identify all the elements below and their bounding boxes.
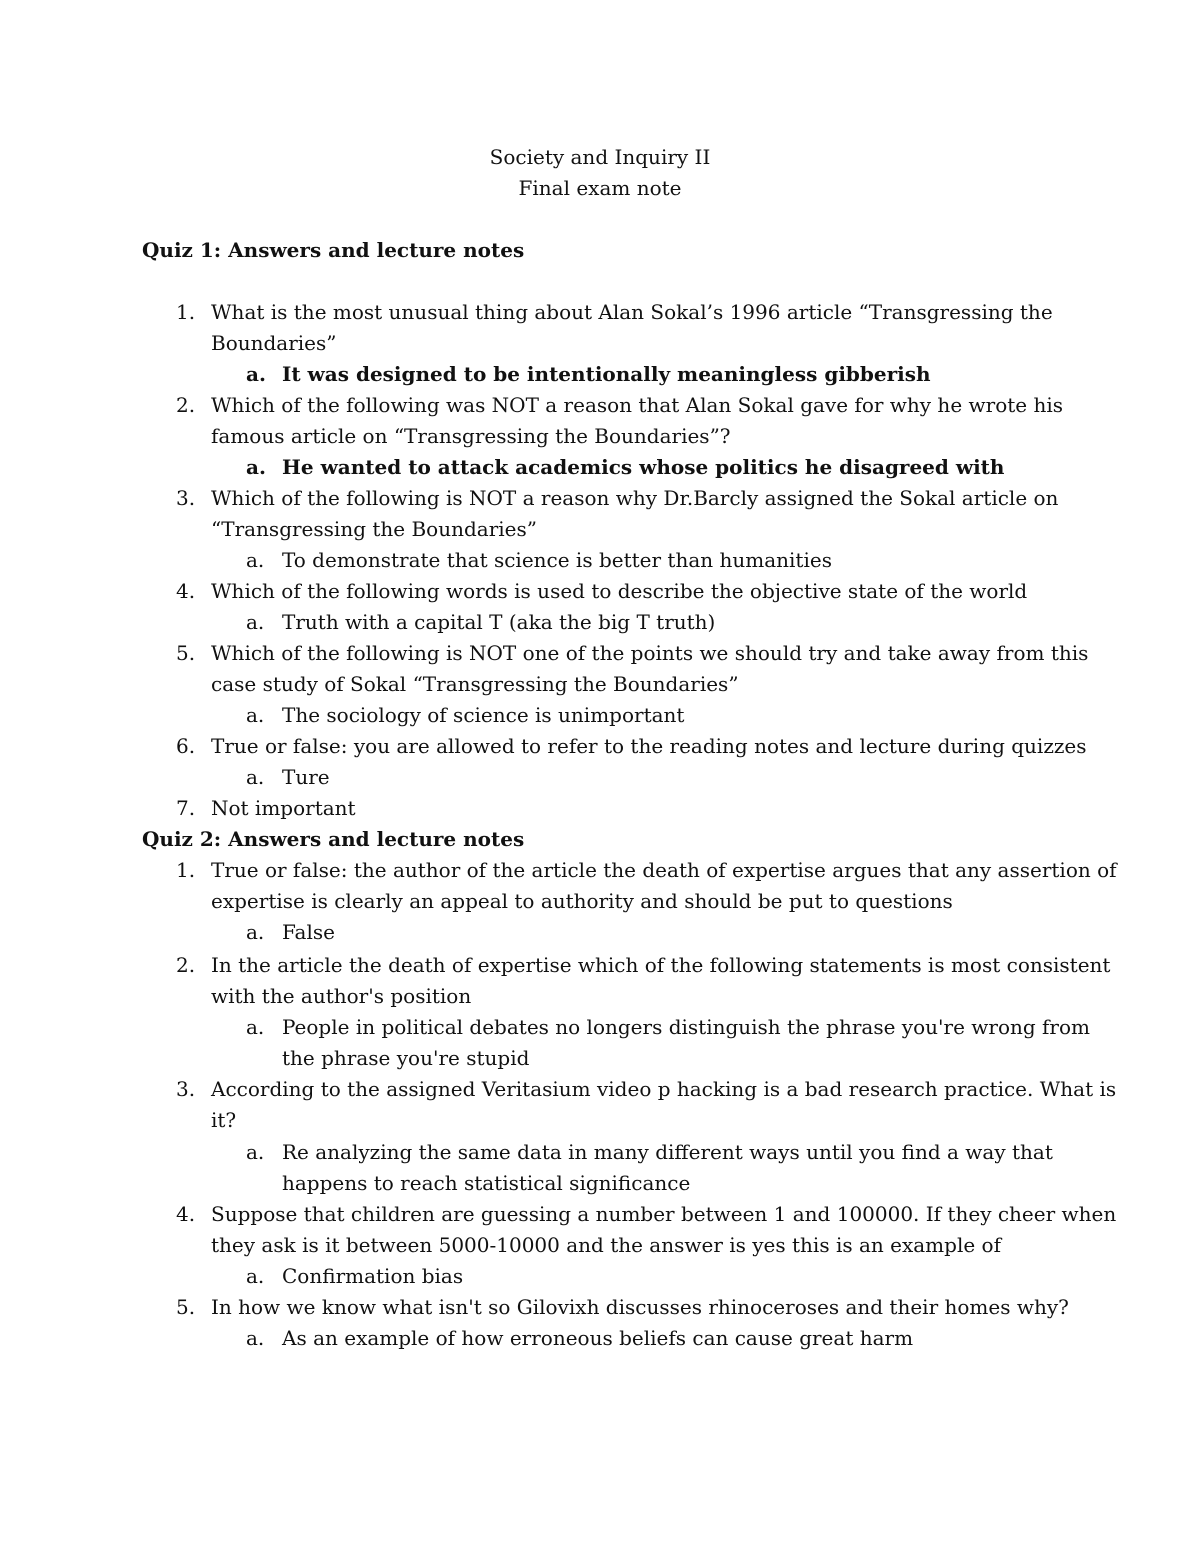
answer-letter: a. [246, 1015, 265, 1039]
answer-text: The sociology of science is unimportant [282, 703, 685, 727]
question-text-cont: “Transgressing the Boundaries” [211, 517, 537, 541]
answer-letter: a. [246, 1264, 265, 1288]
question-number: 4. [176, 579, 196, 603]
question-number: 3. [176, 1077, 196, 1101]
answer-text: Confirmation bias [282, 1264, 464, 1288]
answer-text: People in political debates no longers distinguish the phrase you're wrong from [282, 1015, 1090, 1039]
answer-letter: a. [246, 362, 266, 386]
answer-letter: a. [246, 1326, 265, 1350]
answer-letter: a. [246, 548, 265, 572]
question-number: 2. [176, 393, 196, 417]
question-number: 3. [176, 486, 196, 510]
document-subtitle: Final exam note [518, 176, 682, 200]
question-text: Suppose that children are guessing a number between 1 and 100000. If they cheer when [211, 1202, 1117, 1226]
question-text: Which of the following is NOT one of the points we should try and take away from this [211, 641, 1089, 665]
question-number: 5. [176, 1295, 196, 1319]
answer-letter: a. [246, 920, 265, 944]
question-number: 4. [176, 1202, 196, 1226]
answer-text: Truth with a capital T (aka the big T truth) [282, 610, 716, 634]
question-text-cont: expertise is clearly an appeal to authority and should be put to questions [211, 889, 953, 913]
question-text-cont: Boundaries” [211, 331, 337, 355]
question-text: In how we know what isn't so Gilovixh discusses rhinoceroses and their homes why? [211, 1295, 1069, 1319]
answer-text: Re analyzing the same data in many different ways until you find a way that [282, 1140, 1053, 1164]
answer-letter: a. [246, 610, 265, 634]
answer-text: He wanted to attack academics whose politics he disagreed with [282, 455, 1005, 479]
quiz1-heading: Quiz 1: Answers and lecture notes [142, 238, 525, 262]
answer-text: As an example of how erroneous beliefs can cause great harm [282, 1326, 914, 1350]
document-title: Society and Inquiry II [489, 145, 711, 169]
question-number: 7. [176, 796, 196, 820]
answer-letter: a. [246, 455, 266, 479]
question-number: 6. [176, 734, 196, 758]
question-text: True or false: you are allowed to refer to the reading notes and lecture during quizzes [211, 734, 1087, 758]
question-text-cont: it? [211, 1108, 237, 1132]
question-text: In the article the death of expertise which of the following statements is most consistent [211, 953, 1111, 977]
question-text-cont: with the author's position [211, 984, 472, 1008]
answer-letter: a. [246, 765, 265, 789]
question-text-cont: famous article on “Transgressing the Boundaries”? [211, 424, 731, 448]
question-text-cont: case study of Sokal “Transgressing the Boundaries” [211, 672, 739, 696]
question-number: 1. [176, 858, 196, 882]
answer-text: It was designed to be intentionally meaningless gibberish [282, 362, 931, 386]
question-text: Which of the following was NOT a reason that Alan Sokal gave for why he wrote his [211, 393, 1064, 417]
answer-letter: a. [246, 703, 265, 727]
question-text: What is the most unusual thing about Alan Sokal’s 1996 article “Transgressing the [211, 300, 1053, 324]
answer-letter: a. [246, 1140, 265, 1164]
question-number: 5. [176, 641, 196, 665]
question-text: According to the assigned Veritasium video p hacking is a bad research practice. What is [211, 1077, 1117, 1101]
question-text: Not important [211, 796, 356, 820]
question-text: Which of the following words is used to describe the objective state of the world [211, 579, 1028, 603]
question-text: Which of the following is NOT a reason why Dr.Barcly assigned the Sokal article on [211, 486, 1059, 510]
question-text: True or false: the author of the article the death of expertise argues that any assertion of [211, 858, 1117, 882]
answer-text: To demonstrate that science is better than humanities [282, 548, 832, 572]
quiz2-heading: Quiz 2: Answers and lecture notes [142, 827, 525, 851]
answer-text-cont: the phrase you're stupid [282, 1046, 530, 1070]
answer-text-cont: happens to reach statistical significance [282, 1171, 691, 1195]
answer-text: Ture [282, 765, 330, 789]
question-number: 1. [176, 300, 196, 324]
question-number: 2. [176, 953, 196, 977]
answer-text: False [282, 920, 335, 944]
question-text-cont: they ask is it between 5000-10000 and the answer is yes this is an example of [211, 1233, 1001, 1257]
